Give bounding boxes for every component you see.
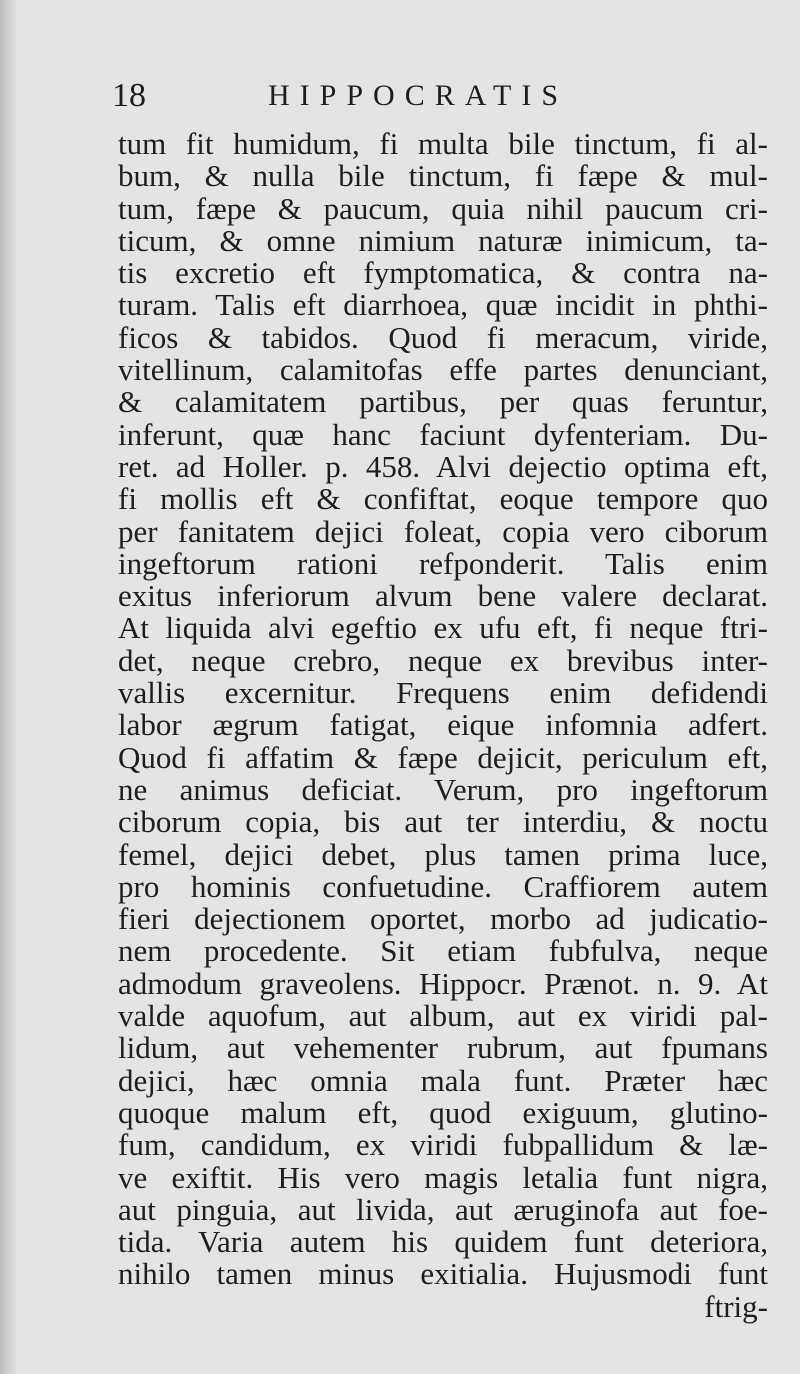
- page-gutter-shadow: [0, 0, 18, 1374]
- text-line: turam. Talis eft diarrhoea, quæ incidit in phthi-: [118, 287, 768, 323]
- text-line: At liquida alvi egeftio ex ufu eft, fi neque ftri-: [118, 610, 768, 646]
- catchword: ftrig-: [704, 1288, 768, 1324]
- text-line: fi mollis eft & confiftat, eoque tempore quo: [118, 481, 768, 517]
- body-text: [118, 128, 768, 1323]
- text-line: ret. ad Holler. p. 458. Alvi dejectio optima eft,: [118, 448, 768, 484]
- text-line: ne animus deficiat. Verum, pro ingeftorum: [118, 771, 768, 807]
- page-number: 18: [112, 77, 146, 114]
- text-line: tum, fæpe & paucum, quia nihil paucum cri-: [118, 190, 768, 226]
- text-line: femel, dejici debet, plus tamen prima luce,: [118, 836, 768, 872]
- text-line: ingeftorum rationi refponderit. Talis enim: [118, 545, 768, 581]
- text-line: Quod fi affatim & fæpe dejicit, periculum eft,: [118, 739, 768, 775]
- text-line: admodum graveolens. Hippocr. Prænot. n. 9. At: [118, 965, 768, 1001]
- text-line: vitellinum, calamitofas effe partes denunciant,: [118, 352, 768, 388]
- text-line: tida. Varia autem his quidem funt deteriora,: [118, 1224, 768, 1260]
- text-line: tis excretio eft fymptomatica, & contra na-: [118, 255, 768, 291]
- text-line: fieri dejectionem oportet, morbo ad judicatio-: [118, 901, 768, 937]
- page-header: [112, 76, 632, 116]
- text-line: nem procedente. Sit etiam fubfulva, neque: [118, 933, 768, 969]
- text-line: valde aquofum, aut album, aut ex viridi pal-: [118, 998, 768, 1034]
- text-line: det, neque crebro, neque ex brevibus inter-: [118, 642, 768, 678]
- text-line: bum, & nulla bile tinctum, fi fæpe & mul-: [118, 158, 768, 194]
- text-line: aut pinguia, aut livida, aut æruginofa aut foe-: [118, 1191, 768, 1227]
- text-line: & calamitatem partibus, per quas feruntur,: [118, 384, 768, 420]
- text-line: nihilo tamen minus exitialia. Hujusmodi funt: [118, 1256, 768, 1292]
- text-line: exitus inferiorum alvum bene valere declarat.: [118, 578, 768, 614]
- text-line: labor ægrum fatigat, eique infomnia adfert.: [118, 707, 768, 743]
- text-line: dejici, hæc omnia mala funt. Præter hæc: [118, 1062, 768, 1098]
- text-line: ve exiftit. His vero magis letalia funt nigra,: [118, 1159, 768, 1195]
- text-line: ticum, & omne nimium naturæ inimicum, ta-: [118, 222, 768, 258]
- text-line: lidum, aut vehementer rubrum, aut fpumans: [118, 1030, 768, 1066]
- text-line: per fanitatem dejici foleat, copia vero ciborum: [118, 513, 768, 549]
- text-line: fum, candidum, ex viridi fubpallidum & læ-: [118, 1127, 768, 1163]
- text-line: inferunt, quæ hanc faciunt dyfenteriam. Du-: [118, 416, 768, 452]
- text-line: vallis excernitur. Frequens enim defidendi: [118, 675, 768, 711]
- text-line: pro hominis confuetudine. Craffiorem autem: [118, 868, 768, 904]
- text-line: ficos & tabidos. Quod fi meracum, viride,: [118, 319, 768, 355]
- running-head: HIPPOCRATIS: [268, 79, 569, 112]
- text-line: tum fit humidum, fi multa bile tinctum, fi al-: [118, 126, 768, 161]
- text-line: ciborum copia, bis aut ter interdiu, & noctu: [118, 804, 768, 840]
- text-line: quoque malum eft, quod exiguum, glutino-: [118, 1094, 768, 1130]
